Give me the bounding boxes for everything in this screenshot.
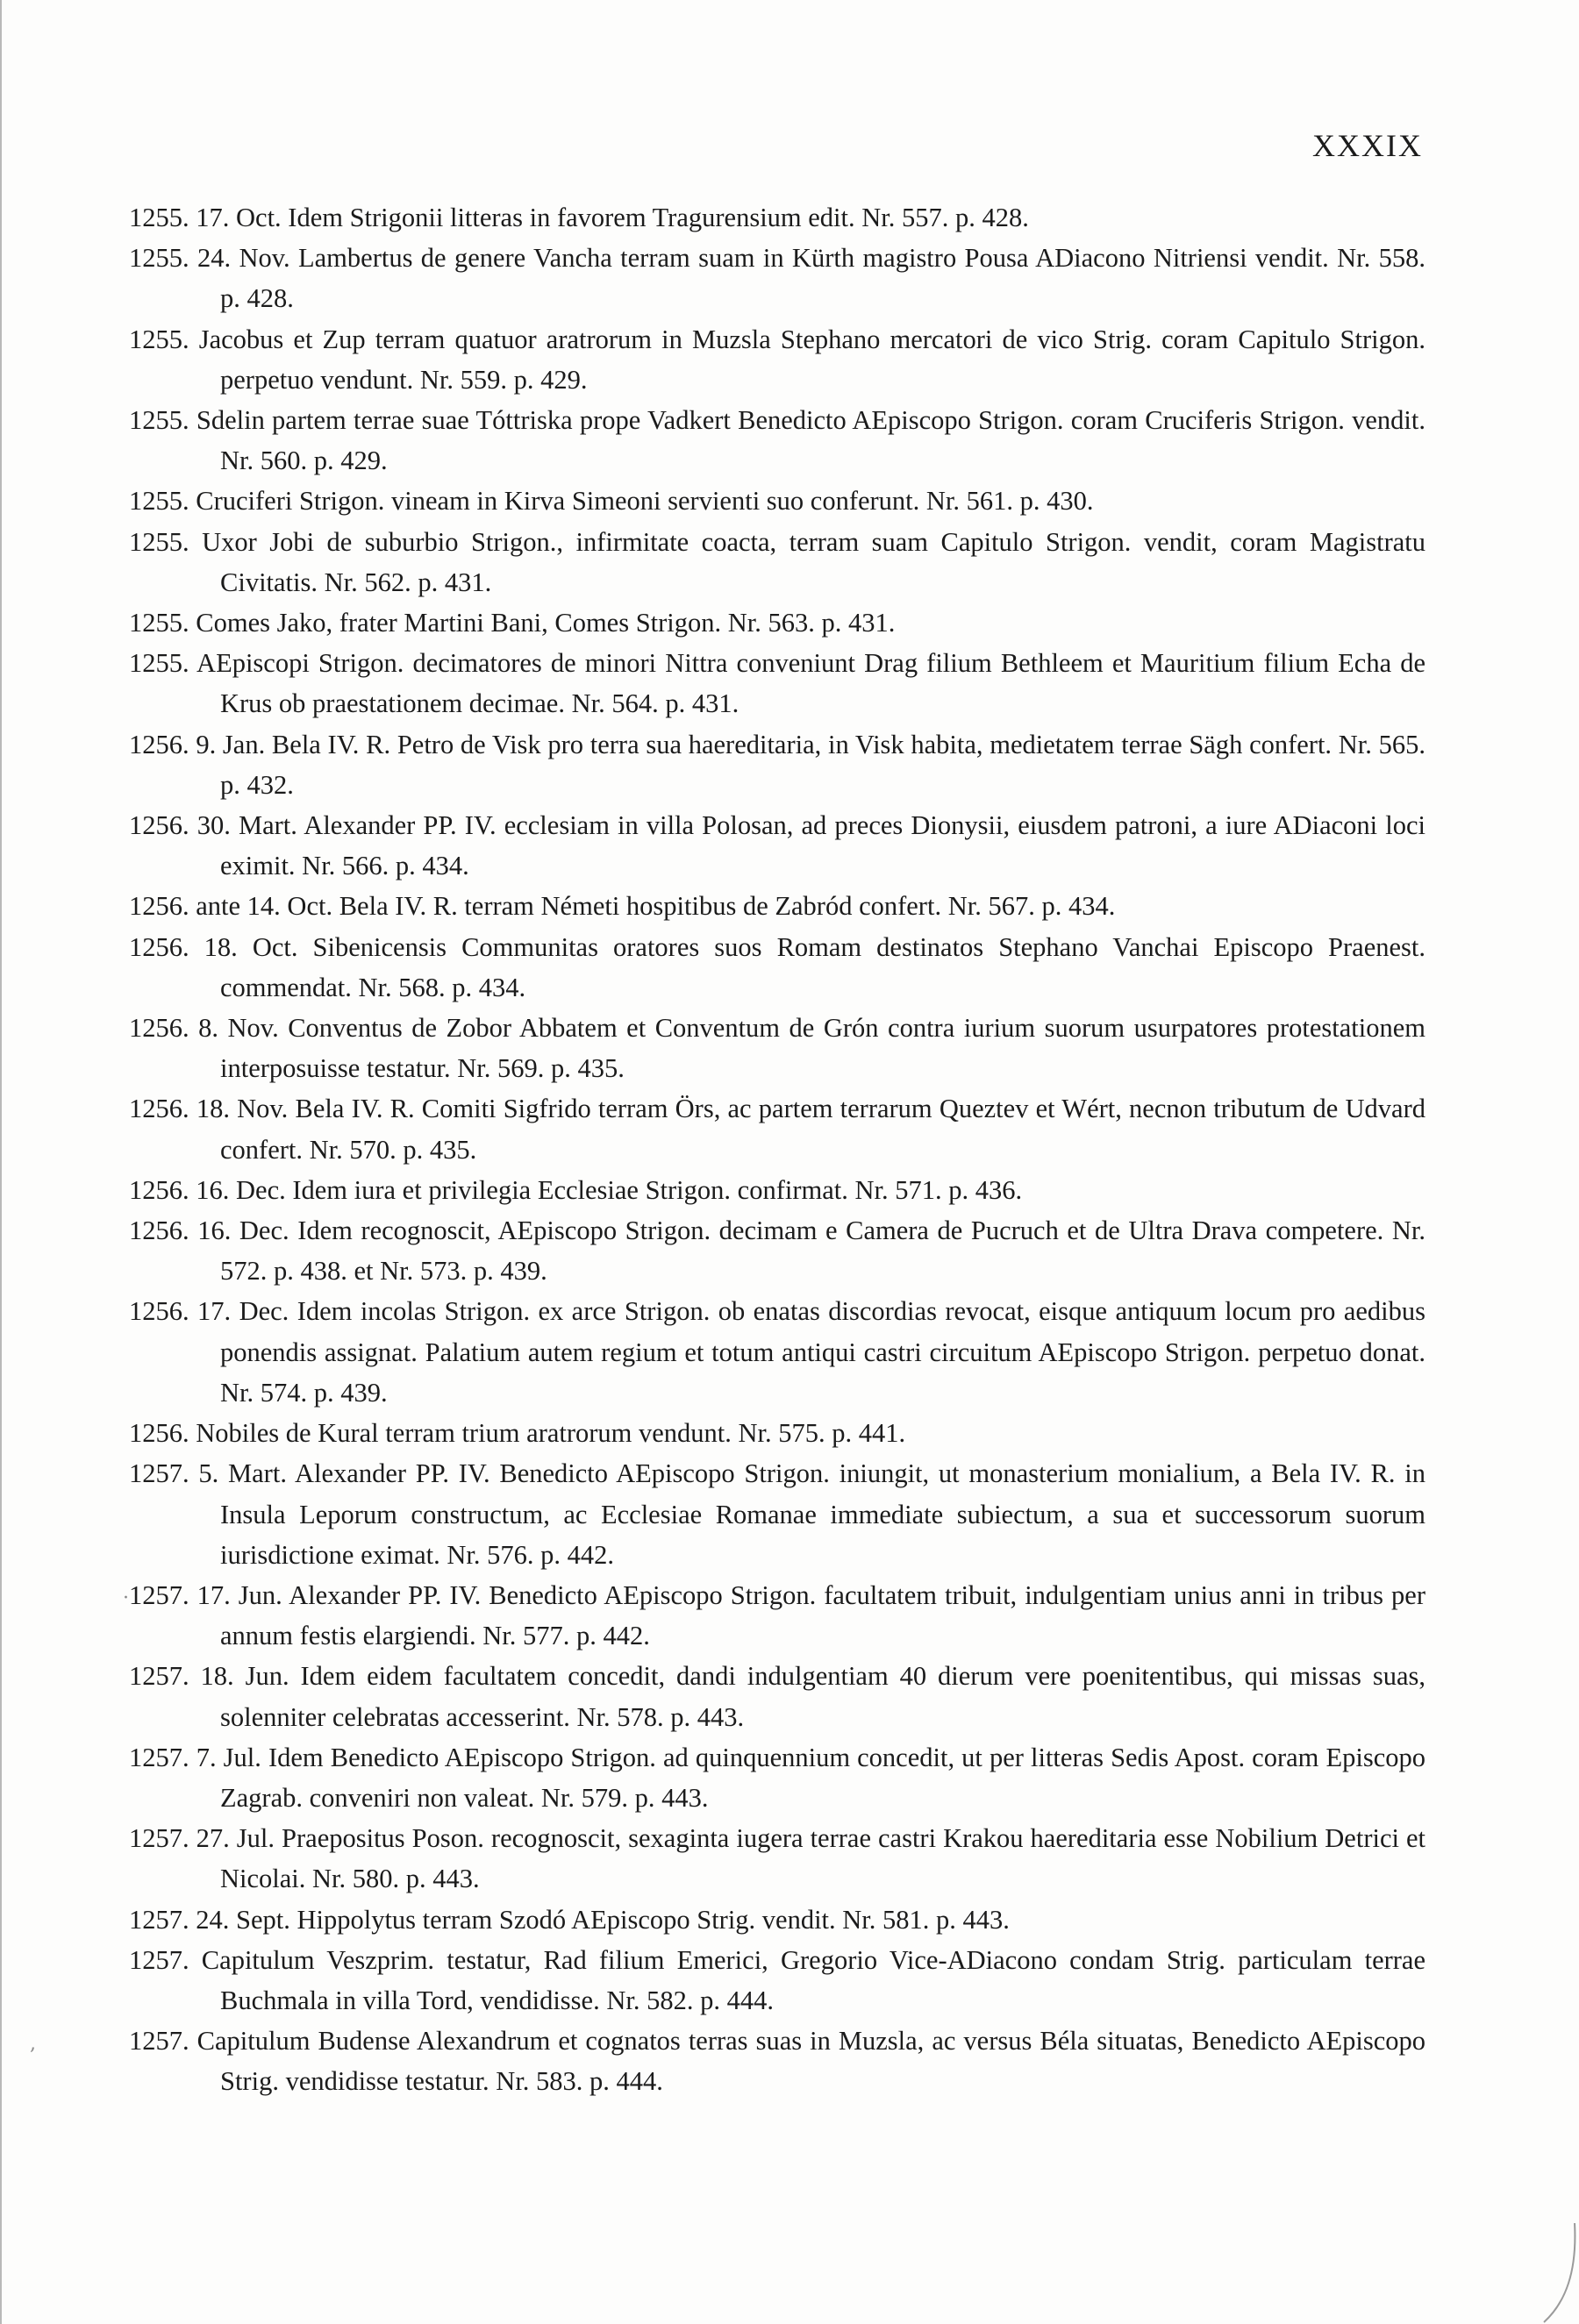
- page-corner-curve: [1526, 2219, 1579, 2324]
- regesta-entry: 1256. 9. Jan. Bela IV. R. Petro de Visk pro terra sua haereditaria, in Visk habita, medietatem terrae Sägh confert. Nr. 565. p. 432.: [129, 729, 1425, 800]
- scan-speck: ·: [123, 1587, 129, 1609]
- regesta-entry: 1257. 17. Jun. Alexander PP. IV. Benedicto AEpiscopo Strigon. facultatem tribuit, indulgentiam unius anni in tribus per annum festis elargiendi. Nr. 577. p. 442.: [129, 1579, 1425, 1651]
- regesta-entry: 1256. Nobiles de Kural terram trium aratrorum vendunt. Nr. 575. p. 441.: [129, 1418, 906, 1449]
- regesta-entry: 1255. Sdelin partem terrae suae Tóttriska prope Vadkert Benedicto AEpiscopo Strigon. coram Cruciferis Strigon. vendit. Nr. 560. p. 429.: [129, 405, 1425, 476]
- regesta-entry: 1256. 30. Mart. Alexander PP. IV. ecclesiam in villa Polosan, ad preces Dionysii, eiusdem patroni, a iure ADiaconi loci eximit. Nr. 566. p. 434.: [129, 810, 1425, 881]
- regesta-entry: 1257. 27. Jul. Praepositus Poson. recognoscit, sexaginta iugera terrae castri Krakou haereditaria esse Nobilium Detrici et Nicolai. Nr. 580. p. 443.: [129, 1823, 1425, 1894]
- regesta-entry: 1255. Uxor Jobi de suburbio Strigon., infirmitate coacta, terram suam Capitulo Strigon. vendit, coram Magistratu Civitatis. Nr. 562. p. 431.: [129, 526, 1425, 597]
- regesta-entry: 1255. Cruciferi Strigon. vineam in Kirva Simeoni servienti suo conferunt. Nr. 561. p. 430.: [129, 486, 1094, 517]
- regesta-list: [129, 197, 1425, 2102]
- regesta-entry: 1256. 16. Dec. Idem iura et privilegia Ecclesiae Strigon. confirmat. Nr. 571. p. 436.: [129, 1174, 1023, 1205]
- regesta-entry: 1256. 8. Nov. Conventus de Zobor Abbatem et Conventum de Grón contra iurium suorum usurpatores protestationem interposuisse testatur. Nr. 569. p. 435.: [129, 1013, 1425, 1084]
- regesta-entry: 1257. Capitulum Veszprim. testatur, Rad filium Emerici, Gregorio Vice-ADiacono condam Strig. particulam terrae Buchmala in villa Tord, vendidisse. Nr. 582. p. 444.: [129, 1944, 1425, 2015]
- scan-speck: ,: [30, 2033, 36, 2055]
- regesta-entry: 1256. 18. Oct. Sibenicensis Communitas oratores suos Romam destinatos Stephano Vanchai Episcopo Praenest. commendat. Nr. 568. p. 434.: [129, 931, 1425, 1002]
- page-number: XXXIX: [1312, 128, 1423, 163]
- regesta-entry: 1257. 18. Jun. Idem eidem facultatem concedit, dandi indulgentiam 40 dierum vere poenitentibus, qui missas suas, solenniter celebratas accesserint. Nr. 578. p. 443.: [129, 1661, 1425, 1732]
- scan-edge-line: [0, 0, 2, 2324]
- regesta-entry: 1255. 24. Nov. Lambertus de genere Vancha terram suam in Kürth magistro Pousa ADiacono Nitriensi vendit. Nr. 558. p. 428.: [129, 243, 1425, 314]
- regesta-entry: 1256. ante 14. Oct. Bela IV. R. terram Németi hospitibus de Zabród confert. Nr. 567. p. 434.: [129, 891, 1116, 922]
- regesta-entry: 1256. 17. Dec. Idem incolas Strigon. ex arce Strigon. ob enatas discordias revocat, eisque antiquum locum pro aedibus ponendis assignat. Palatium autem regium et totum antiqui castri circuitum AEpiscopo Strigon. perpetuo donat. Nr. 574. p. 439.: [129, 1296, 1425, 1408]
- regesta-entry: 1257. Capitulum Budense Alexandrum et cognatos terras suas in Muzsla, ac versus Béla situatas, Benedicto AEpiscopo Strig. vendidisse testatur. Nr. 583. p. 444.: [129, 2026, 1425, 2097]
- regesta-entry: 1255. 17. Oct. Idem Strigonii litteras in favorem Tragurensium edit. Nr. 557. p. 428.: [129, 203, 1029, 232]
- regesta-entry: 1256. 18. Nov. Bela IV. R. Comiti Sigfrido terram Örs, ac partem terrarum Queztev et Wért, necnon tributum de Udvard confert. Nr. 570. p. 435.: [129, 1094, 1425, 1165]
- regesta-entry: 1255. Comes Jako, frater Martini Bani, Comes Strigon. Nr. 563. p. 431.: [129, 608, 896, 638]
- regesta-entry: 1256. 16. Dec. Idem recognoscit, AEpiscopo Strigon. decimam e Camera de Pucruch et de Ultra Drava competere. Nr. 572. p. 438. et Nr. 573. p. 439.: [129, 1215, 1425, 1287]
- regesta-entry: 1257. 7. Jul. Idem Benedicto AEpiscopo Strigon. ad quinquennium concedit, ut per litteras Sedis Apost. coram Episcopo Zagrab. conveniri non valeat. Nr. 579. p. 443.: [129, 1742, 1425, 1813]
- regesta-entry: 1255. AEpiscopi Strigon. decimatores de minori Nittra conveniunt Drag filium Bethleem et Mauritium filium Echa de Krus ob praestationem decimae. Nr. 564. p. 431.: [129, 648, 1425, 719]
- regesta-entry: 1255. Jacobus et Zup terram quatuor aratrorum in Muzsla Stephano mercatori de vico Strig. coram Capitulo Strigon. perpetuo vendunt. Nr. 559. p. 429.: [129, 324, 1425, 395]
- regesta-entry: 1257. 24. Sept. Hippolytus terram Szodó AEpiscopo Strig. vendit. Nr. 581. p. 443.: [129, 1904, 1010, 1935]
- regesta-entry: 1257. 5. Mart. Alexander PP. IV. Benedicto AEpiscopo Strigon. iniungit, ut monasterium monialium, a Bela IV. R. in Insula Leporum constructum, ac Ecclesiae Romanae immediate subiectum, a sua et successorum suorum iurisdictione eximat. Nr. 576. p. 442.: [129, 1458, 1425, 1570]
